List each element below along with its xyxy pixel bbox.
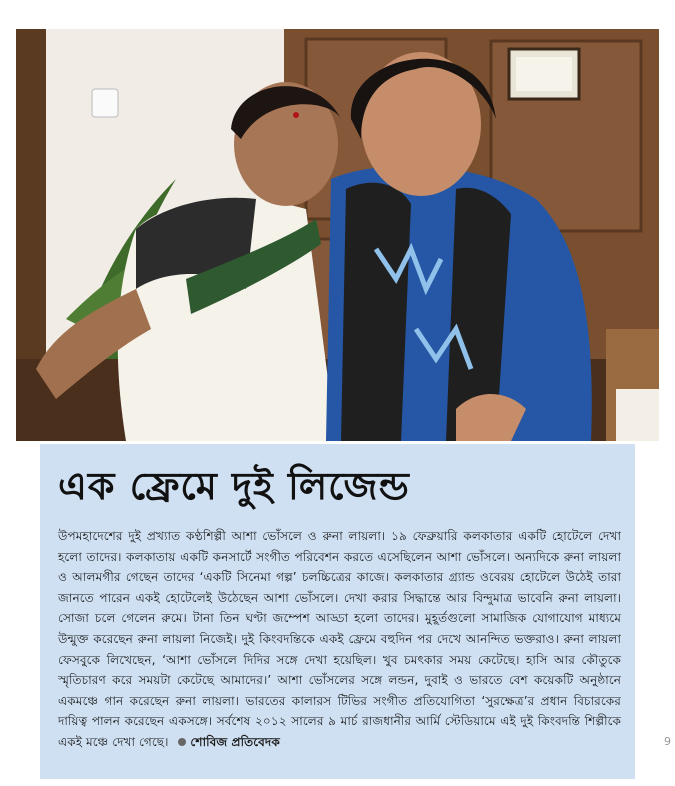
article-photo bbox=[16, 29, 659, 441]
bullet-icon bbox=[178, 738, 186, 746]
article-text-box bbox=[40, 444, 635, 779]
article-headline: এক ফ্রেমে দুই লিজেন্ড bbox=[58, 464, 410, 508]
article-byline: শোবিজ প্রতিবেদক bbox=[190, 734, 280, 749]
article-body-text: উপমহাদেশের দুই প্রখ্যাত কণ্ঠশিল্পী আশা ভোঁসলে ও রুনা লায়লা। ১৯ ফেব্রুয়ারি কলকাতার একটি হোটেলে দেখা হলো তাদের। কলকাতায় একটি কনসার্টে সংগীত পরিবেশন করতে এসেছিলেন আশা ভোঁসলে। অন্যদিকে রুনা লায়লা ও আলমগীর গেছেন তাদের ‘একটি সিনেমা গল্প’ চলচ্চিত্রের কাজে। কলকাতার গ্র্যান্ড ওবেরয় হোটেলে উঠেই তারা জানতে পারেন একই হোটেলেই উঠেছেন আশা ভোঁসলে। দেখা করার সিদ্ধান্তে আর বিন্দুমাত্র ভাবেনি রুনা লায়লা। সোজা চলে গেলেন রুমে। টানা তিন ঘণ্টা জম্পেশ আড্ডা হলো তাদের। মুহূর্তগুলো সামাজিক যোগাযোগ মাধ্যমে উন্মুক্ত করেছেন রুনা লায়লা নিজেই। দুই কিংবদন্তিকে একই ফ্রেমে বহুদিন পর দেখে আনন্দিত ভক্তরাও। রুনা লায়লা ফেসবুকে লিখেছেন, ‘আশা ভোঁসলে দিদির সঙ্গে দেখা হয়েছিল। খুব চমৎকার সময় কেটেছে। হাসি আর কৌতুকে স্মৃতিচারণ করে সময়টা কেটেছে আমাদের।’ আশা ভোঁসলের সঙ্গে লন্ডন, দুবাই ও ভারতে বেশ কয়েকটি অনুষ্ঠানে একমঞ্চে গান করেছেন রুনা লায়লা। ভারতের কালারস টিভির সংগীত প্রতিযোগিতা ‘সুরক্ষেত্র’র প্রধান বিচারকের দায়িত্ব পালন করেছেন একসঙ্গে। সর্বশেষ ২০১২ সালের ৯ মার্চ রাজধানীর আর্মি স্টেডিয়ামে এই দুই কিংবদন্তি শিল্পীকে একই মঞ্চে দেখা গেছে। bbox=[58, 529, 621, 749]
page-number: 9 bbox=[664, 735, 671, 748]
article-body bbox=[58, 526, 621, 753]
